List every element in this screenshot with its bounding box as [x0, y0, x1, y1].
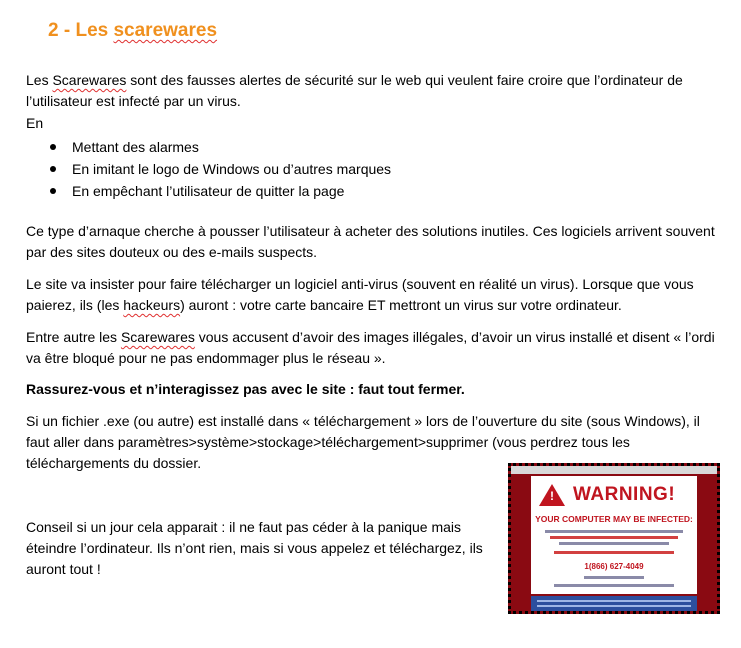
hackers-term: hackeurs	[123, 297, 181, 313]
site-insists-b: ) auront : votre carte bancaire ET mettront un virus sur votre ordinateur.	[180, 297, 622, 313]
warning-text-line	[545, 530, 683, 533]
warning-title: WARNING!	[573, 484, 676, 505]
intro-rest: sont des fausses alertes de sécurité sur le web qui veulent faire croire que l’ordinateur de l’utilisateur est infecté par un virus.	[26, 72, 683, 109]
warning-exclamation: !	[550, 489, 554, 503]
accusations-term: Scarewares	[120, 329, 195, 345]
warning-text-line	[550, 536, 678, 539]
dialog-stripe	[537, 605, 691, 607]
dialog-stripe	[537, 600, 691, 602]
warning-text-line	[554, 584, 674, 587]
intro-term: Scarewares	[52, 72, 127, 88]
warning-text-line	[554, 551, 674, 554]
warning-text-line	[584, 576, 644, 579]
paragraph-exe-file: Si un fichier .exe (ou autre) est installé dans « téléchargement » lors de l’ouverture du site (sous Windows), il faut aller dans paramètres>système>stockage>téléchargement>supprimer (vous perdrez tous les téléchargements du dossier.	[26, 413, 700, 471]
browser-address-bar	[511, 466, 717, 474]
paragraph-reassure: Rassurez-vous et n’interagissez pas avec le site : faut tout fermer.	[26, 381, 465, 397]
warning-screenshot-image	[508, 463, 720, 614]
bullet-item: En imitant le logo de Windows ou d’autres marques	[50, 158, 391, 180]
paragraph-scam-type: Ce type d’arnaque cherche à pousser l’utilisateur à acheter des solutions inutiles. Ces logiciels arrivent souvent par des sites douteux ou des e-mails suspects.	[26, 223, 715, 260]
section-title-word: scarewares	[113, 20, 218, 41]
warning-phone: 1(866) 627-4049	[584, 562, 644, 571]
site-insists-a: Le site va insister pour faire télécharger un logiciel anti-virus (souvent en réalité un virus). Lorsque que vous paierez, ils (les	[26, 276, 694, 313]
paragraph-intro	[26, 70, 726, 112]
en-label: En	[26, 115, 44, 131]
warning-panel	[531, 476, 697, 594]
paragraph-accusations	[26, 327, 726, 369]
accusations-b: vous accusent d’avoir des images illégales, d’avoir un virus installé et disent « l’ordi va être bloqué pour ne pas endommager plus le réseau ».	[26, 329, 715, 366]
paragraph-site-insists	[26, 274, 726, 316]
bullet-item: Mettant des alarmes	[50, 136, 391, 158]
bullet-list	[50, 136, 391, 202]
bullet-item: En empêchant l’utilisateur de quitter la page	[50, 180, 391, 202]
warning-text-line	[559, 542, 669, 545]
section-number: 2	[48, 20, 59, 41]
paragraph-advice: Conseil si un jour cela apparait : il ne faut pas céder à la panique mais éteindre l’ordinateur. Ils n’ont rien, mais si vous appelez et téléchargez, ils auront tout !	[26, 519, 483, 577]
section-heading	[48, 20, 217, 42]
section-dash: - Les	[58, 20, 114, 41]
accusations-a: Entre autre les	[26, 329, 121, 345]
warning-subtitle: YOUR COMPUTER MAY BE INFECTED:	[535, 514, 693, 524]
warning-dialog-bar	[531, 596, 697, 611]
intro-lead: Les	[26, 72, 53, 88]
